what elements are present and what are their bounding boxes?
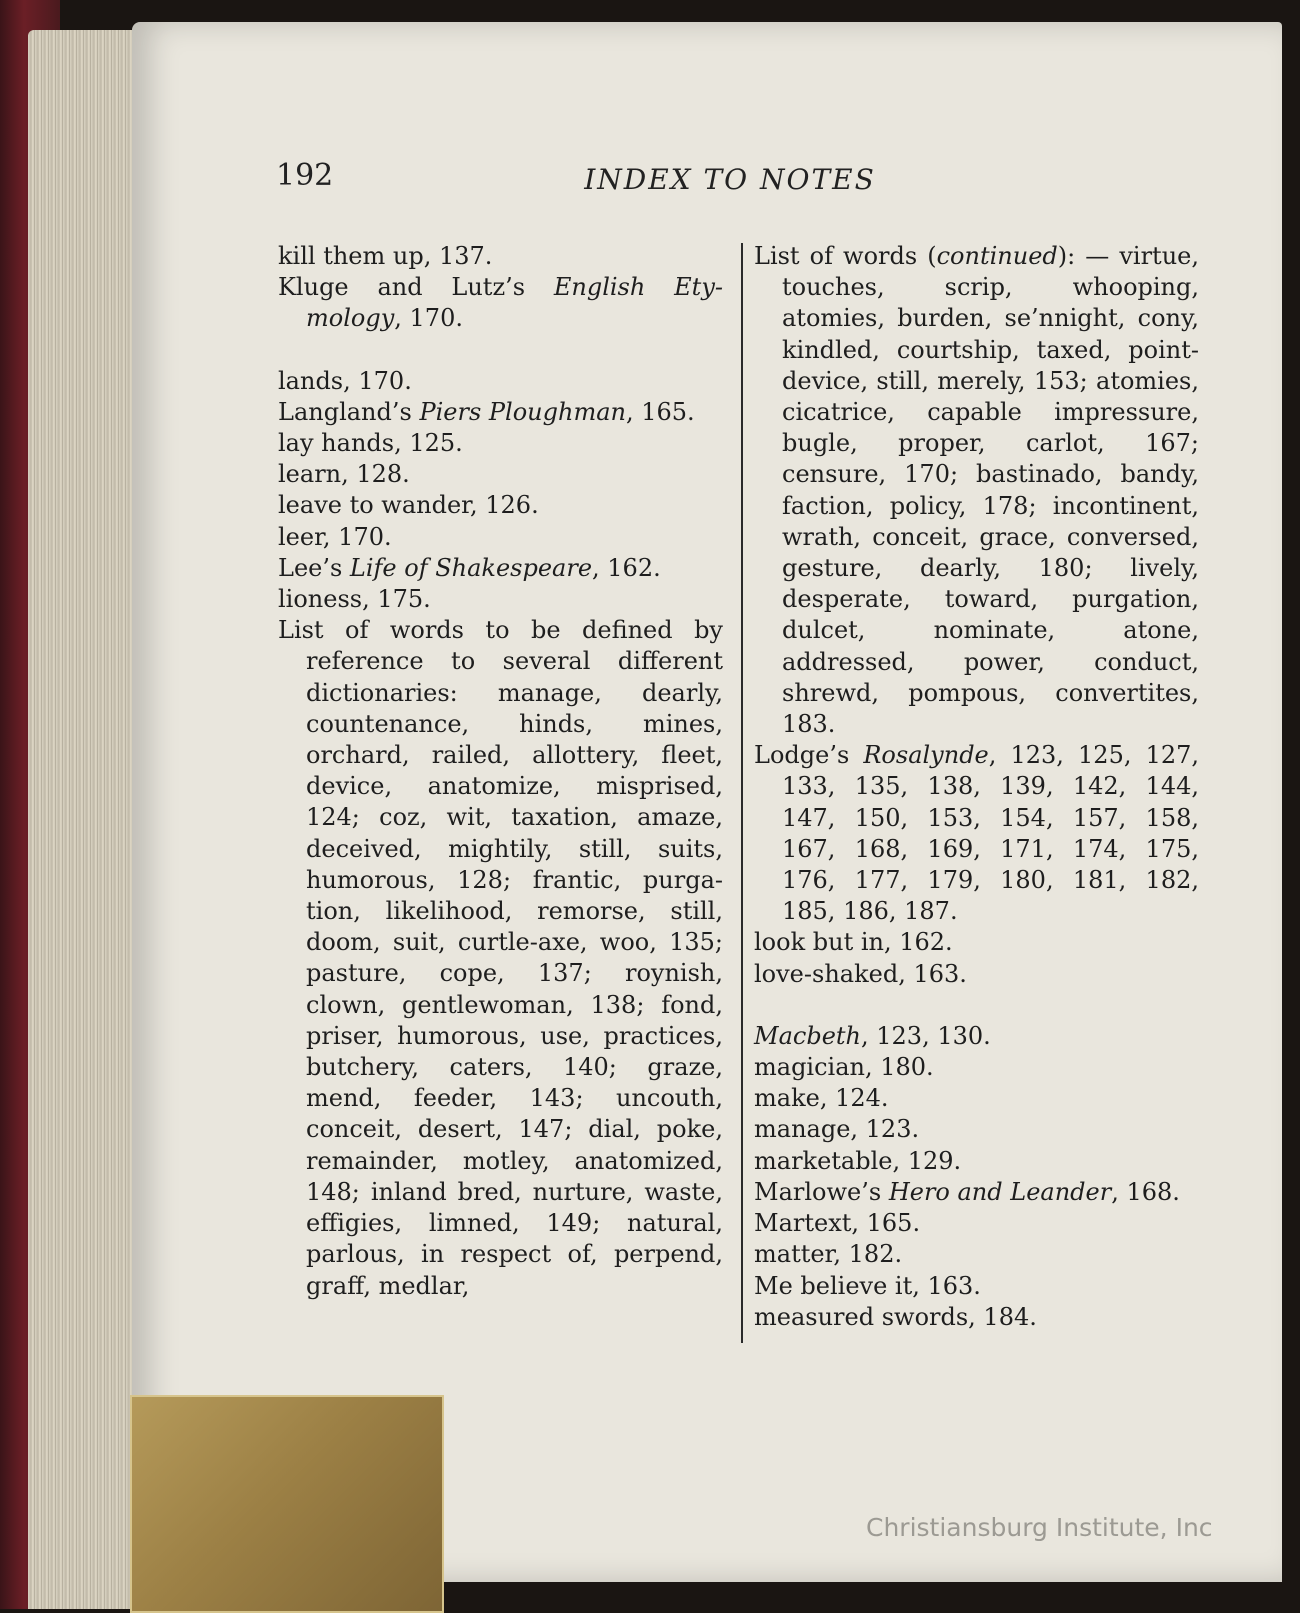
index-entry-title: continued (936, 242, 1058, 270)
index-entry-text: magician, 180. (754, 1053, 934, 1082)
index-entry (278, 553, 723, 584)
index-entry-text: Marlowe’s (754, 1177, 889, 1206)
index-entry-text: Martext, 165. (754, 1209, 921, 1238)
index-entry-text: , 170. (394, 304, 463, 333)
index-entry (754, 1177, 1199, 1208)
index-entry-title: Macbeth (754, 1021, 861, 1050)
index-entry-text: , 123, 130. (861, 1021, 991, 1050)
index-entry-text: kill them up, 137. (278, 242, 493, 270)
index-entry-title: Rosalynde (863, 741, 989, 770)
index-entry (754, 1052, 1199, 1083)
index-entry (754, 1083, 1199, 1114)
index-entry-title: Piers Ploughman (419, 397, 626, 426)
index-entry-text: lay hands, 125. (278, 429, 463, 458)
index-entry-text: List of words to be defined by reference to several different dictionaries: manage, dearly, countenance, hinds, mines, orchard, railed, allottery, fleet, device, anatomize, misprised, 124; coz, wit, taxation, amaze, deceived, mightily, still, suits, humorous, 128; frantic, purgation, likelihood, remorse, still, doom, suit, curtle-axe, woo, 135; pasture, cope, 137; roynish, clown, gentlewoman, 138; fond, priser, humorous, use, practices, butchery, caters, 140; graze, mend, feeder, 143; uncouth, conceit, desert, 147; dial, poke, remainder, motley, anatomized, 148; inland bred, nurture, waste, effigies, limned, 149; natural, parlous, in respect of, perpend, graff, medlar, (278, 616, 723, 1300)
index-entry-text: love-shaked, 163. (754, 959, 967, 988)
index-entry-text: ): — virtue, touches, scrip, whooping, atomies, burden, se’nnight, cony, kindled, courtship, taxed, point-device, still, merely, 153; atomies, cicatrice, capable impressure, bugle, proper, carlot, 167; censure, 170; bastinado, bandy, faction, policy, 178; incontinent, wrath, conceit, grace, conversed, gesture, dearly, 180; lively, desperate, toward, purgation, dulcet, nominate, atone, addressed, power, conduct, shrewd, pompous, convertites, 183. (782, 242, 1199, 739)
index-entry (278, 428, 723, 459)
index-entry (754, 1208, 1199, 1239)
page-edges (28, 30, 138, 1609)
index-entry (754, 959, 1199, 990)
index-entry-text: lands, 170. (278, 366, 412, 395)
index-entry (754, 740, 1199, 927)
page-number: 192 (276, 158, 334, 193)
index-entry-text: List of words ( (754, 242, 937, 270)
index-entry-text: measured swords, 184. (754, 1302, 1037, 1331)
index-entry-text: , 162. (592, 553, 661, 582)
index-entry-text: make, 124. (754, 1084, 889, 1113)
index-entry-text: look but in, 162. (754, 928, 953, 957)
index-entry-title: English Etymology (306, 273, 723, 333)
index-entry (278, 584, 723, 615)
index-entry (278, 272, 723, 334)
index-entry (278, 397, 723, 428)
index-entry-text: Kluge and Lutz’s (278, 273, 554, 302)
index-entry (278, 459, 723, 490)
index-entry-text: manage, 123. (754, 1115, 920, 1144)
index-entry-title: Life of Shakespeare (349, 553, 593, 582)
index-entry (754, 1239, 1199, 1270)
index-entry (278, 241, 723, 272)
index-entry (754, 1146, 1199, 1177)
index-entry (754, 1271, 1199, 1302)
index-entry-text: , 168. (1111, 1177, 1180, 1206)
index-entry-text: leave to wander, 126. (278, 491, 539, 520)
index-entry-text: marketable, 129. (754, 1146, 962, 1175)
index-entry (754, 1302, 1199, 1333)
index-entry (278, 615, 723, 1301)
column-divider (741, 243, 743, 1343)
index-entry-text: , 123, 125, 127, 133, 135, 138, 139, 142, 144, 147, 150, 153, 154, 157, 158, 167, 168, 169, 171, 174, 175, 176, 177, 179, 180, 181, 182, 185, 186, 187. (782, 741, 1199, 926)
index-entry-text: Langland’s (278, 397, 420, 426)
index-entry-text: , 165. (625, 397, 695, 426)
index-entry-text: matter, 182. (754, 1240, 903, 1269)
index-entry-title: Hero and Leander (888, 1177, 1112, 1206)
brass-corner-tab (130, 1395, 444, 1613)
watermark: Christiansburg Institute, Inc (866, 1513, 1213, 1542)
index-column-right (754, 241, 1199, 1333)
index-entry-text: learn, 128. (278, 460, 410, 489)
index-entry (754, 1114, 1199, 1145)
index-entry (278, 366, 723, 397)
index-entry-text: leer, 170. (278, 522, 392, 551)
index-entry (278, 490, 723, 521)
index-entry-text: lioness, 175. (278, 585, 431, 614)
index-entry (754, 241, 1199, 740)
index-column-left (278, 241, 723, 1302)
index-entry (754, 1021, 1199, 1052)
index-entry (278, 522, 723, 553)
index-entry (754, 927, 1199, 958)
index-entry-text: Lodge’s (754, 741, 864, 770)
index-entry-text: Lee’s (278, 553, 350, 582)
index-entry-text: Me believe it, 163. (754, 1271, 981, 1300)
running-head: INDEX TO NOTES (584, 163, 876, 196)
